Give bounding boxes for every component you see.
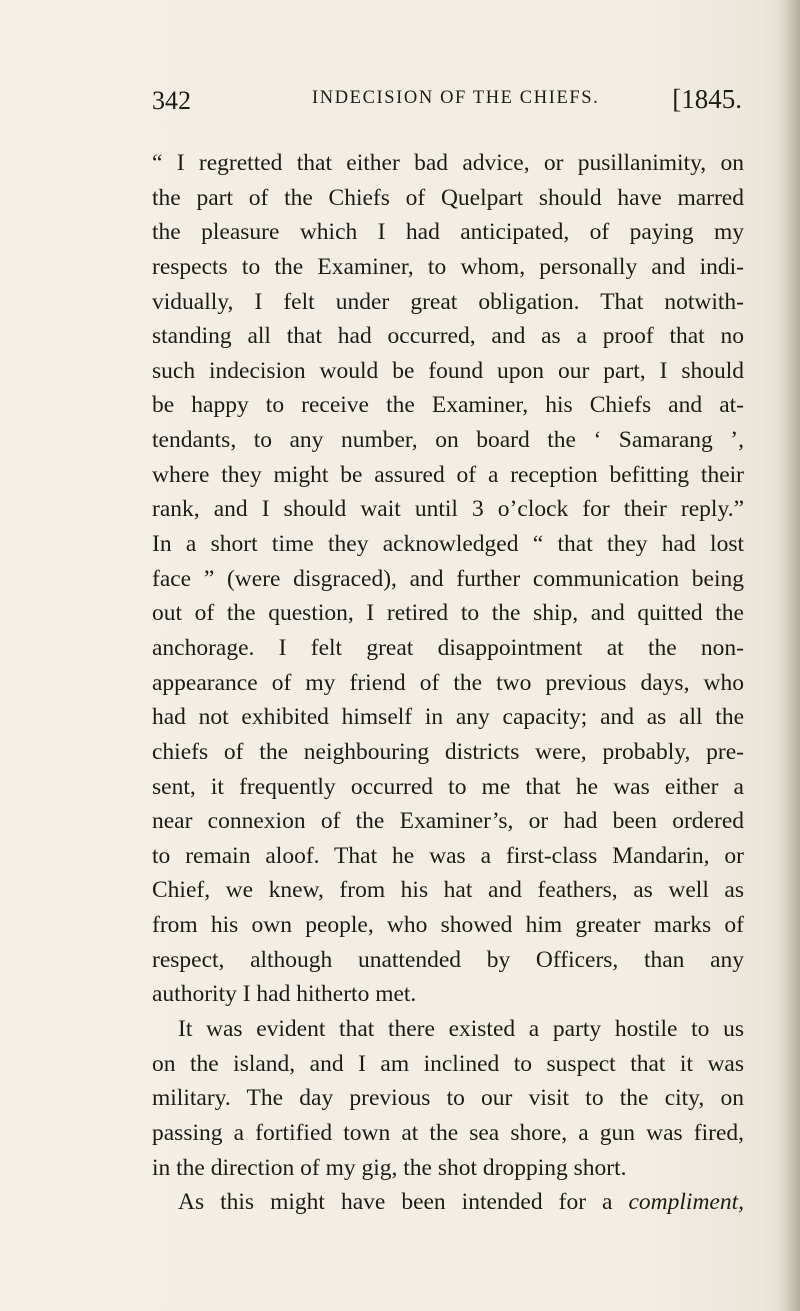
text-line: be happy to receive the Examiner, his Chiefs and at-: [152, 392, 744, 419]
paragraph-end-line: in the direction of my gig, the shot dropping short.: [152, 1154, 627, 1181]
text-line: Chief, we knew, from his hat and feathers, as well as: [152, 877, 744, 904]
running-title: INDECISION OF THE CHIEFS.: [312, 88, 600, 108]
text-line: passing a fortified town at the sea shore, a gun was fired,: [152, 1119, 744, 1146]
page-edge-shadow: [778, 0, 800, 1311]
text-line: face ” (were disgraced), and further communication being: [152, 565, 744, 592]
text-line: the pleasure which I had anticipated, of paying my: [152, 219, 744, 246]
text-line: to remain aloof. That he was a first-class Mandarin, or: [152, 842, 744, 869]
text-line: vidually, I felt under great obligation. That notwith-: [152, 288, 744, 315]
header-year: [1845.: [672, 84, 742, 114]
page-header: [152, 80, 742, 120]
page-number: 342: [152, 86, 191, 115]
text-line: “ I regretted that either bad advice, or pusillanimity, on: [152, 150, 744, 176]
text-line: respects to the Examiner, to whom, personally and indi-: [152, 253, 744, 280]
text-line: respect, although unattended by Officers, than any: [152, 946, 744, 973]
catchword-text: As this might have been intended for a: [178, 1189, 629, 1216]
text-line: tendants, to any number, on board the ‘ Samarang ’,: [152, 427, 744, 454]
italic-word: compliment,: [628, 1189, 744, 1216]
text-line: out of the question, I retired to the ship, and quitted the: [152, 600, 744, 627]
text-line: had not exhibited himself in any capacity; and as all the: [152, 704, 744, 731]
body-text: [152, 146, 744, 1220]
text-line: chiefs of the neighbouring districts were, probably, pre-: [152, 738, 744, 765]
text-line: standing all that had occurred, and as a proof that no: [152, 323, 744, 350]
catchword-line: [152, 1185, 744, 1220]
text-line: appearance of my friend of the two previous days, who: [152, 669, 744, 696]
text-line: such indecision would be found upon our part, I should: [152, 357, 744, 384]
paragraph-end-line: authority I had hitherto met.: [152, 981, 417, 1008]
text-line: rank, and I should wait until 3 o’clock for their reply.”: [152, 496, 744, 523]
text-line: anchorage. I felt great disappointment at the non-: [152, 634, 744, 661]
text-line: the part of the Chiefs of Quelpart should have marred: [152, 184, 744, 211]
text-line: In a short time they acknowledged “ that they had lost: [152, 531, 744, 558]
text-line: where they might be assured of a reception befitting their: [152, 461, 744, 488]
text-line: near connexion of the Examiner’s, or had been ordered: [152, 808, 744, 835]
text-line: from his own people, who showed him greater marks of: [152, 912, 744, 939]
paragraph-start-line: It was evident that there existed a party hostile to us: [178, 1016, 744, 1043]
text-line: on the island, and I am inclined to suspect that it was: [152, 1050, 744, 1077]
text-line: military. The day previous to our visit to the city, on: [152, 1085, 744, 1112]
text-line: sent, it frequently occurred to me that he was either a: [152, 773, 744, 800]
